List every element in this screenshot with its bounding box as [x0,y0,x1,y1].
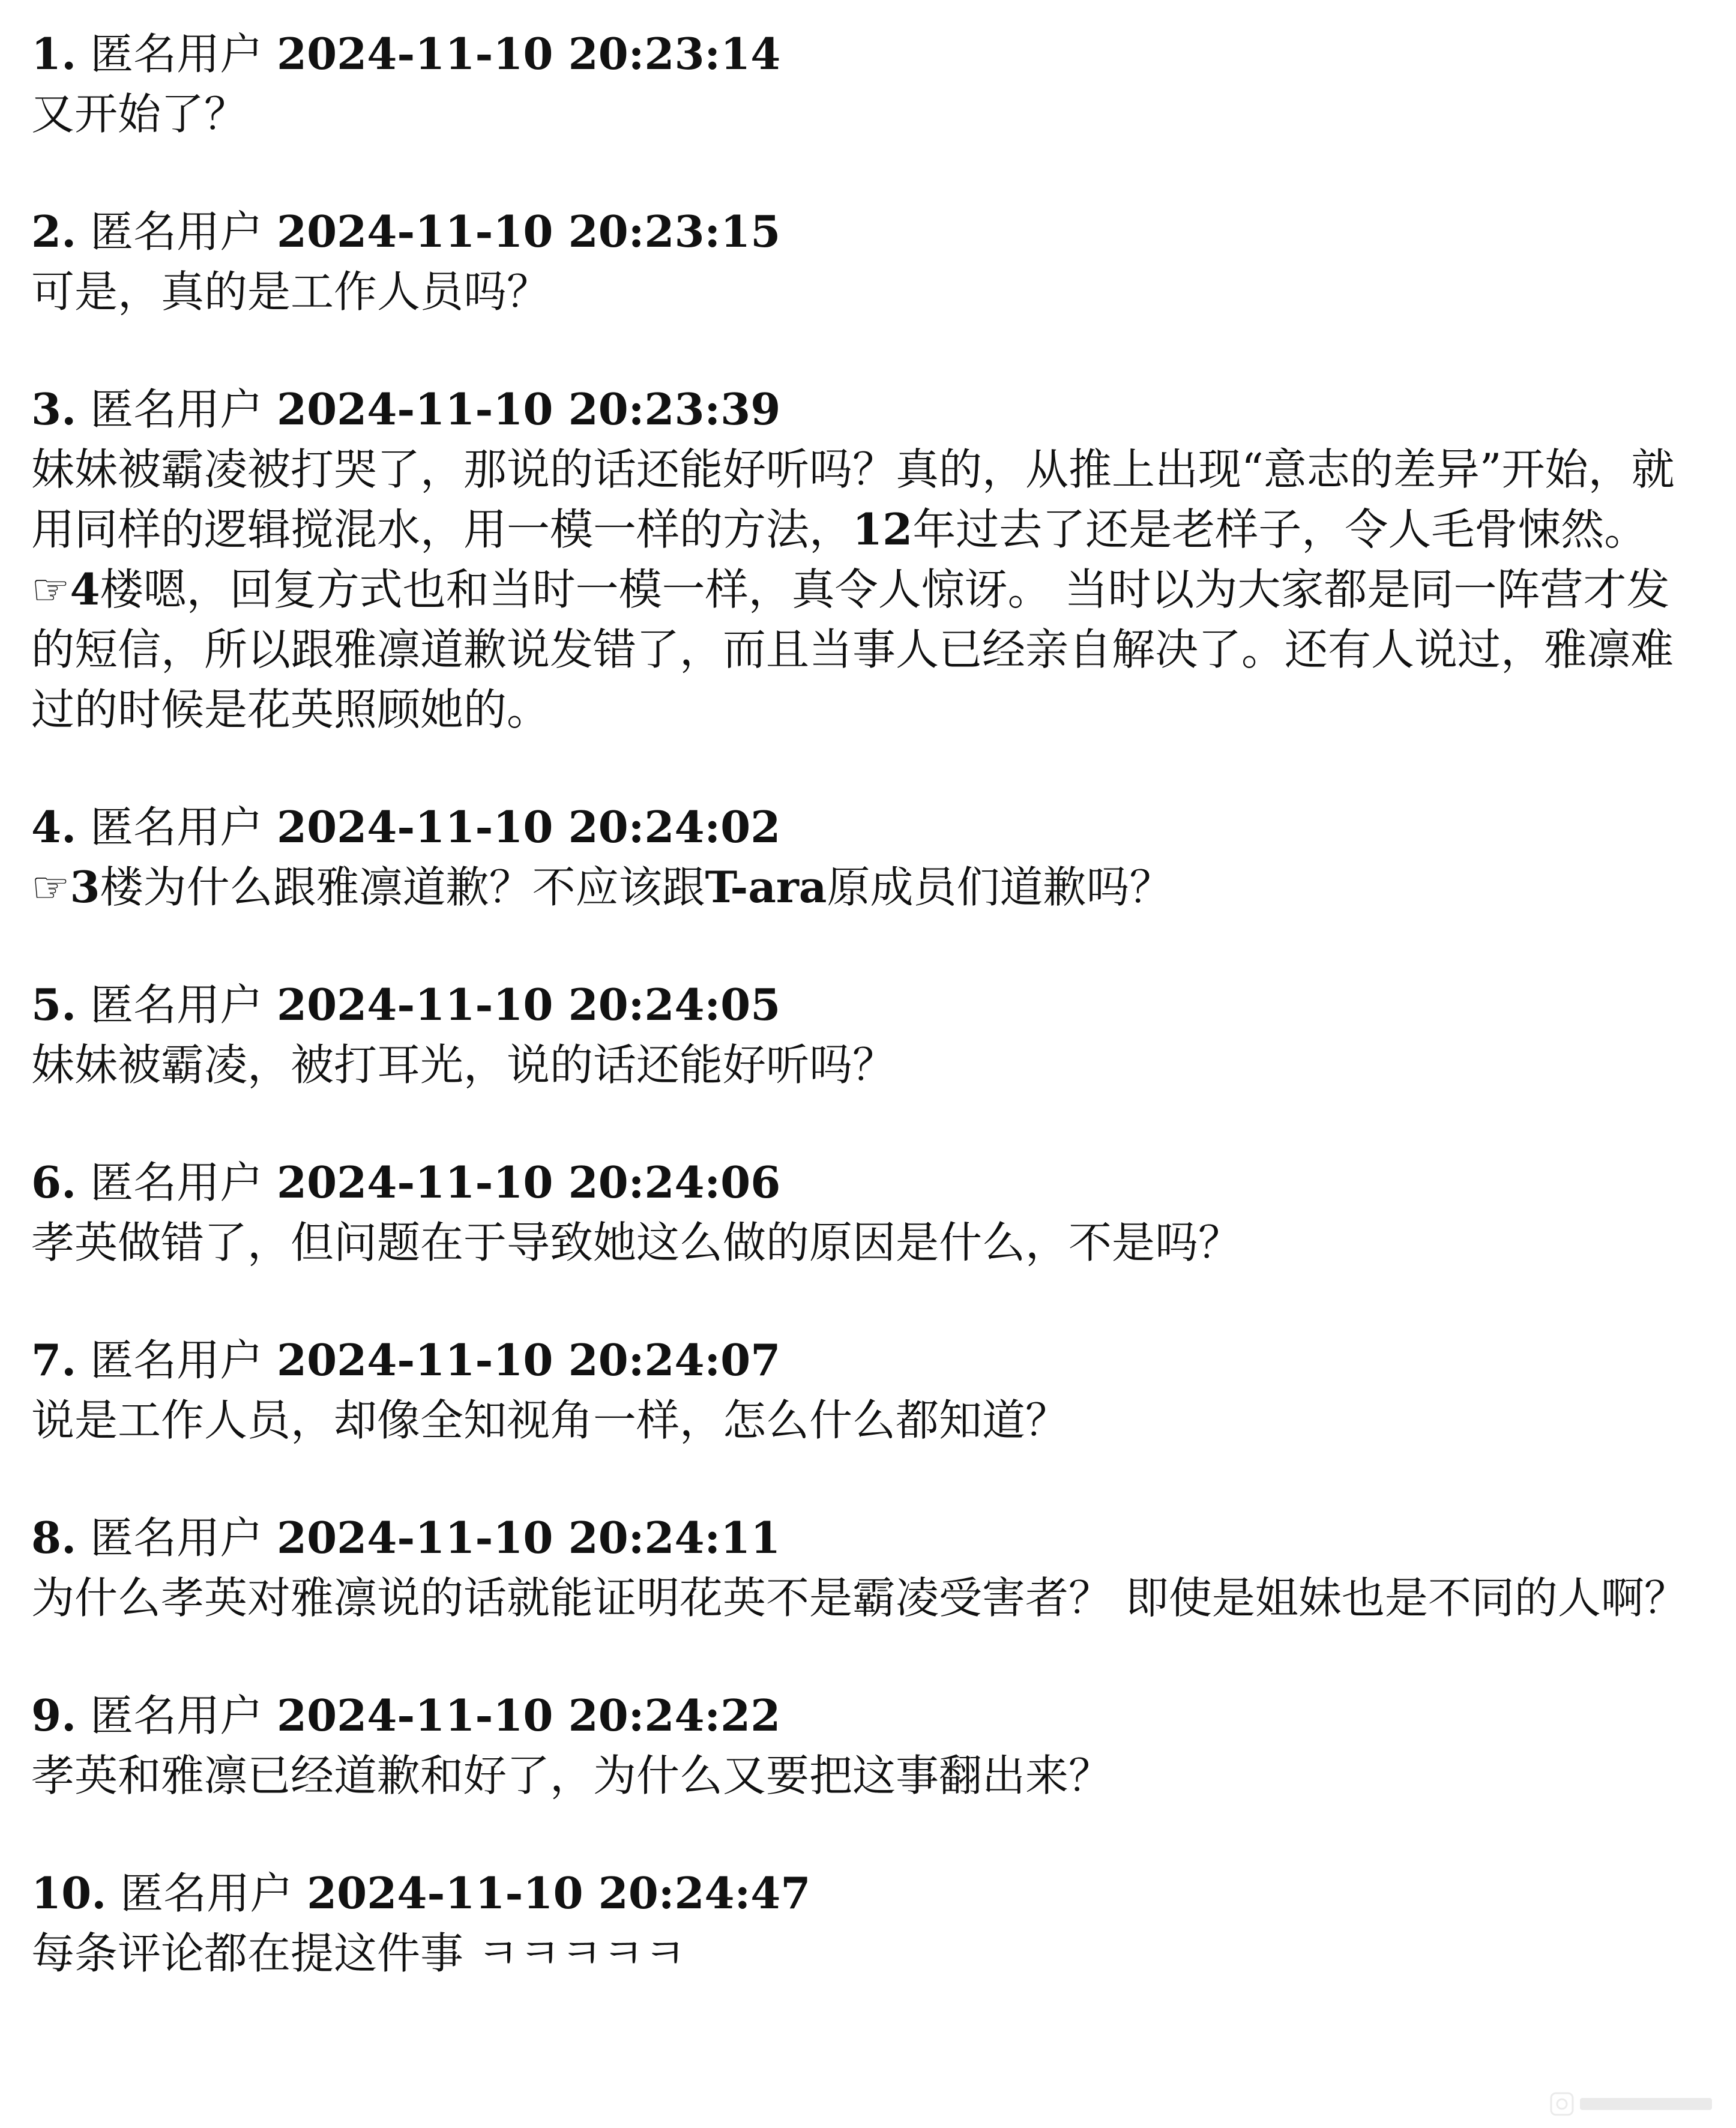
comment-body [31,1213,1706,1273]
comment-paragraph [31,857,1706,917]
comment-paragraph [31,439,1706,559]
comment-item [31,1330,1706,1450]
comment-item [31,24,1706,144]
comment-username: 匿名用户 [90,980,264,1030]
comment-header [31,1153,1706,1213]
comment-username: 匿名用户 [120,1868,294,1919]
comment-paragraph [31,559,1706,740]
comment-header [31,24,1706,84]
comment-header [31,1330,1706,1390]
comment-text: 楼嗯，回复方式也和当时一模一样，真令人惊讶。 当时以为大家都是同一阵营才发的短信，所以跟雅凛道歉说发错了，而且当事人已经亲自解决了。还有人说过，雅凛难过的时候是花英照顾她的。 [31,564,1674,735]
comment-body [31,1746,1706,1806]
comment-paragraph [31,1923,1706,1983]
comment-text: 3 [70,861,100,912]
comment-header [31,797,1706,857]
comment-body [31,439,1706,740]
comment-timestamp: 2024-11-10 20:24:07 [276,1334,781,1385]
comment-item [31,1508,1706,1628]
comment-number: 8. [31,1512,77,1563]
comment-item [31,202,1706,322]
comment-body [31,1035,1706,1095]
comment-header [31,1863,1706,1923]
comment-text: 又开始了？ [31,89,248,139]
comment-text: 每条评论都在提这件事 ㅋㅋㅋㅋㅋ [31,1928,686,1979]
comment-number: 3. [31,384,77,435]
comment-text: 为什么孝英对雅凛说的话就能证明花英不是霸凌受害者？ 即使是姐妹也是不同的人啊？ [31,1573,1687,1623]
comment-header [31,975,1706,1035]
comment-paragraph [31,1035,1706,1095]
comment-text: 4 [70,564,100,615]
comment-username: 匿名用户 [90,1513,264,1563]
comment-body [31,1568,1706,1628]
comment-username: 匿名用户 [90,1690,264,1741]
comment-text: ☞ [31,564,70,615]
comment-text: T-ara [705,861,827,912]
comment-body [31,1923,1706,1983]
comment-text: 妹妹被霸凌，被打耳光，说的话还能好听吗？ [31,1040,896,1090]
comment-timestamp: 2024-11-10 20:24:22 [276,1690,781,1741]
comment-text: 说是工作人员，却像全知视角一样，怎么什么都知道？ [31,1395,1069,1445]
comment-text: 可是，真的是工作人员吗？ [31,267,550,317]
comment-number: 2. [31,206,77,257]
comment-body [31,84,1706,144]
comment-username: 匿名用户 [90,1335,264,1385]
comment-item [31,1863,1706,1983]
comment-item [31,797,1706,917]
comment-number: 9. [31,1690,77,1741]
comment-username: 匿名用户 [90,802,264,852]
comment-item [31,975,1706,1095]
comment-body [31,857,1706,917]
comment-header [31,1686,1706,1746]
comment-paragraph [31,1213,1706,1273]
comment-item [31,1686,1706,1806]
comment-timestamp: 2024-11-10 20:24:02 [276,801,781,852]
comment-body [31,262,1706,322]
comment-timestamp: 2024-11-10 20:23:15 [276,206,781,257]
comment-paragraph [31,84,1706,144]
comment-text: 孝英和雅凛已经道歉和好了，为什么又要把这事翻出来？ [31,1750,1112,1801]
comment-number: 4. [31,801,77,852]
comment-text: 年过去了还是老样子，令人毛骨悚然。 [912,504,1648,555]
comment-text: ☞ [31,862,70,912]
comment-header [31,1508,1706,1568]
comment-body [31,1390,1706,1450]
comment-timestamp: 2024-11-10 20:23:39 [276,384,781,435]
watermark-logo [1546,2085,1726,2123]
comment-text: 孝英做错了，但问题在于导致她这么做的原因是什么，不是吗？ [31,1217,1242,1268]
comment-text: 原成员们道歉吗？ [827,862,1173,912]
comment-username: 匿名用户 [90,29,264,79]
comment-paragraph [31,1568,1706,1628]
comment-timestamp: 2024-11-10 20:24:06 [276,1157,781,1208]
comment-paragraph [31,1390,1706,1450]
comment-header [31,379,1706,439]
comment-number: 10. [31,1867,107,1919]
comment-timestamp: 2024-11-10 20:24:05 [276,979,781,1030]
comment-number: 5. [31,979,77,1030]
comment-list [31,24,1706,1983]
comment-text: 12 [852,504,913,555]
comment-timestamp: 2024-11-10 20:24:11 [276,1512,781,1563]
comment-paragraph [31,262,1706,322]
comment-timestamp: 2024-11-10 20:24:47 [307,1867,811,1919]
comment-username: 匿名用户 [90,384,264,435]
comment-number: 7. [31,1334,77,1385]
comment-text: 妹妹被霸凌被打哭了，那说的话还能好听吗？真的，从推上出现“意志的差异”开始，就用同样的逻辑搅混水，用一模一样的方法， [31,444,1675,555]
comment-header [31,202,1706,262]
comment-item [31,1153,1706,1273]
comment-timestamp: 2024-11-10 20:23:14 [276,28,781,79]
comment-username: 匿名用户 [90,206,264,257]
comment-number: 1. [31,28,77,79]
comment-username: 匿名用户 [90,1157,264,1208]
comment-paragraph [31,1746,1706,1806]
comment-item [31,379,1706,740]
comment-text: 楼为什么跟雅凛道歉？不应该跟 [100,862,705,912]
comment-number: 6. [31,1157,77,1208]
